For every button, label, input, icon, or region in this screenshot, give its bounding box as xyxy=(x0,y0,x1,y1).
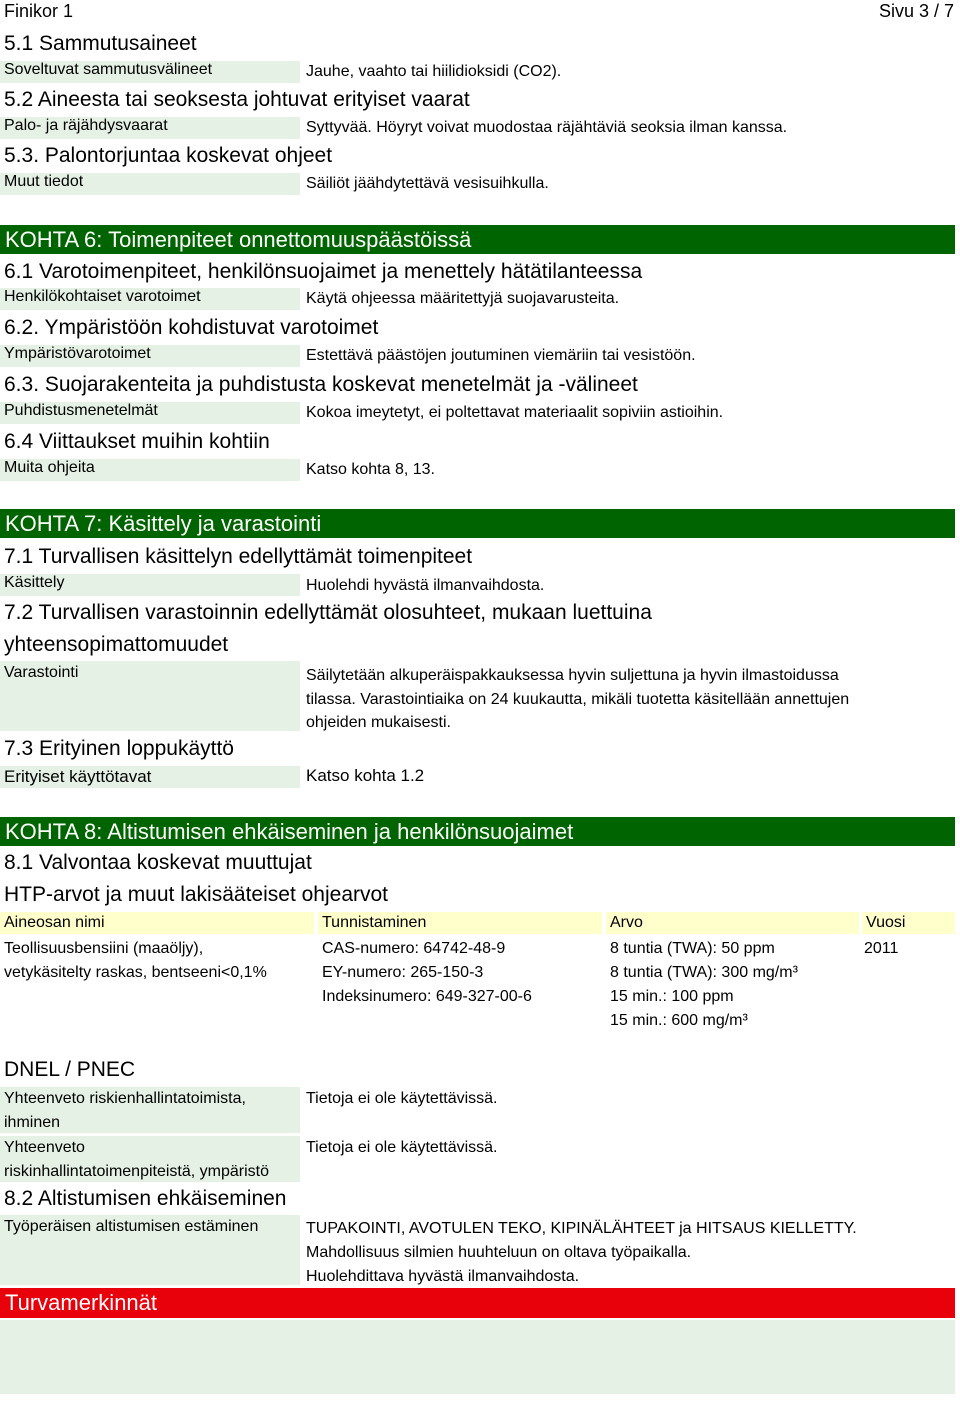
heading-6-3: 6.3. Suojarakenteita ja puhdistusta koskevat menetelmät ja -välineet xyxy=(4,373,638,396)
name-line-1: Teollisuusbensiini (maaöljy), xyxy=(4,940,204,957)
heading-7-2-line2: yhteensopimattomuudet xyxy=(4,633,229,656)
table-cell-value xyxy=(610,937,798,1033)
value-other-references: Katso kohta 8, 13. xyxy=(306,461,435,478)
heading-8-2: 8.2 Altistumisen ehkäiseminen xyxy=(4,1187,287,1210)
value-line-2: 8 tuntia (TWA): 300 mg/m³ xyxy=(610,964,798,981)
value-fire-hazards: Syttyvää. Höyryt voivat muodostaa räjähtäviä seoksia ilman kanssa. xyxy=(306,119,788,136)
label-extinguishing-media: Soveltuvat sammutusvälineet xyxy=(0,61,300,83)
risk-human-line-1: Yhteenveto riskienhallintatoimista, xyxy=(4,1090,246,1107)
value-personal-precautions: Käytä ohjeessa määritettyjä suojavarusteita. xyxy=(306,290,620,307)
value-line-4: 15 min.: 600 mg/m³ xyxy=(610,1012,748,1029)
value-environmental-precautions: Estettävä päästöjen joutuminen viemäriin tai vesistöön. xyxy=(306,347,696,364)
label-environmental-precautions: Ympäristövarotoimet xyxy=(0,345,300,367)
storage-line-3: ohjeiden mukaisesti. xyxy=(306,714,451,731)
value-other-info: Säiliöt jäähdytettävä vesisuihkulla. xyxy=(306,175,549,192)
exposure-line-1: TUPAKOINTI, AVOTULEN TEKO, KIPINÄLÄHTEET ja HITSAUS KIELLETTY. xyxy=(306,1220,857,1237)
name-line-2: vetykäsitelty raskas, bentseeni<0,1% xyxy=(4,964,267,981)
id-line-2: EY-numero: 265-150-3 xyxy=(322,964,484,981)
table-header-value: Arvo xyxy=(606,912,859,934)
heading-7-1: 7.1 Turvallisen käsittelyn edellyttämät toimenpiteet xyxy=(4,545,473,568)
section-7-title-bar: KOHTA 7: Käsittely ja varastointi xyxy=(0,509,955,538)
label-risk-summary-human xyxy=(0,1087,300,1133)
exposure-line-2: Mahdollisuus silmien huuhteluun on oltava työpaikalla. xyxy=(306,1244,692,1261)
value-line-1: 8 tuntia (TWA): 50 ppm xyxy=(610,940,775,957)
heading-htp: HTP-arvot ja muut lakisääteiset ohjearvot xyxy=(4,883,388,906)
heading-7-2-line1: 7.2 Turvallisen varastoinnin edellyttämät olosuhteet, mukaan luettuina xyxy=(4,601,652,624)
table-cell-identification xyxy=(322,937,532,1009)
storage-line-1: Säilytetään alkuperäispakkauksessa hyvin suljettuna ja hyvin ilmastoidussa xyxy=(306,667,839,684)
heading-5-2: 5.2 Aineesta tai seoksesta johtuvat erityiset vaarat xyxy=(4,88,470,111)
value-risk-summary-environment: Tietoja ei ole käytettävissä. xyxy=(306,1139,498,1156)
value-handling: Huolehdi hyvästä ilmanvaihdosta. xyxy=(306,577,545,594)
risk-human-line-2: ihminen xyxy=(4,1114,61,1131)
heading-7-3: 7.3 Erityinen loppukäyttö xyxy=(4,737,234,760)
table-cell-name xyxy=(4,937,267,985)
exposure-line-3: Huolehdittava hyvästä ilmanvaihdosta. xyxy=(306,1268,580,1285)
section-8-title-bar: KOHTA 8: Altistumisen ehkäiseminen ja henkilönsuojaimet xyxy=(0,817,955,846)
heading-dnel-pnec: DNEL / PNEC xyxy=(4,1058,136,1081)
table-header-identification: Tunnistaminen xyxy=(318,912,602,934)
storage-line-2: tilassa. Varastointiaika on 24 kuukautta, mikäli tuotetta käsitellään annettujen xyxy=(306,690,850,708)
heading-8-1: 8.1 Valvontaa koskevat muuttujat xyxy=(4,851,312,874)
risk-env-line-1: Yhteenveto xyxy=(4,1139,85,1156)
value-storage xyxy=(306,664,849,735)
warning-labels-area xyxy=(0,1320,955,1394)
label-other-references: Muita ohjeita xyxy=(0,459,300,481)
table-cell-year: 2011 xyxy=(864,940,899,957)
table-header-year: Vuosi xyxy=(862,912,955,934)
value-occupational-exposure xyxy=(306,1217,857,1289)
id-line-1: CAS-numero: 64742-48-9 xyxy=(322,940,506,957)
page-number: Sivu 3 / 7 xyxy=(878,1,954,21)
label-risk-summary-environment xyxy=(0,1136,300,1182)
label-storage: Varastointi xyxy=(0,661,300,731)
label-handling: Käsittely xyxy=(0,574,300,596)
value-extinguishing-media: Jauhe, vaahto tai hiilidioksidi (CO2). xyxy=(306,63,562,80)
heading-5-1: 5.1 Sammutusaineet xyxy=(4,32,197,55)
risk-env-line-2: riskinhallintatoimenpiteistä, ympäristö xyxy=(4,1163,269,1180)
value-cleanup-methods: Kokoa imeytetyt, ei poltettavat materiaalit sopiviin astioihin. xyxy=(306,404,724,421)
value-specific-end-uses: Katso kohta 1.2 xyxy=(306,766,425,785)
heading-6-1: 6.1 Varotoimenpiteet, henkilönsuojaimet ja menettely hätätilanteessa xyxy=(4,260,643,283)
heading-6-4: 6.4 Viittaukset muihin kohtiin xyxy=(4,430,270,453)
label-personal-precautions: Henkilökohtaiset varotoimet xyxy=(0,288,300,310)
label-other-info: Muut tiedot xyxy=(0,173,300,195)
label-cleanup-methods: Puhdistusmenetelmät xyxy=(0,402,300,424)
value-line-3: 15 min.: 100 ppm xyxy=(610,988,734,1005)
section-6-title-bar: KOHTA 6: Toimenpiteet onnettomuuspäästöissä xyxy=(0,225,955,254)
value-risk-summary-human: Tietoja ei ole käytettävissä. xyxy=(306,1090,498,1107)
company-name: Finikor 1 xyxy=(4,1,74,21)
heading-6-2: 6.2. Ympäristöön kohdistuvat varotoimet xyxy=(4,316,379,339)
id-line-3: Indeksinumero: 649-327-00-6 xyxy=(322,988,532,1005)
heading-5-3: 5.3. Palontorjuntaa koskevat ohjeet xyxy=(4,144,333,167)
warning-labels-title-bar: Turvamerkinnät xyxy=(0,1288,955,1318)
label-fire-hazards: Palo- ja räjähdysvaarat xyxy=(0,117,300,139)
label-occupational-exposure: Työperäisen altistumisen estäminen xyxy=(0,1215,300,1285)
label-specific-end-uses: Erityiset käyttötavat xyxy=(0,766,300,788)
table-header-name: Aineosan nimi xyxy=(0,912,314,934)
